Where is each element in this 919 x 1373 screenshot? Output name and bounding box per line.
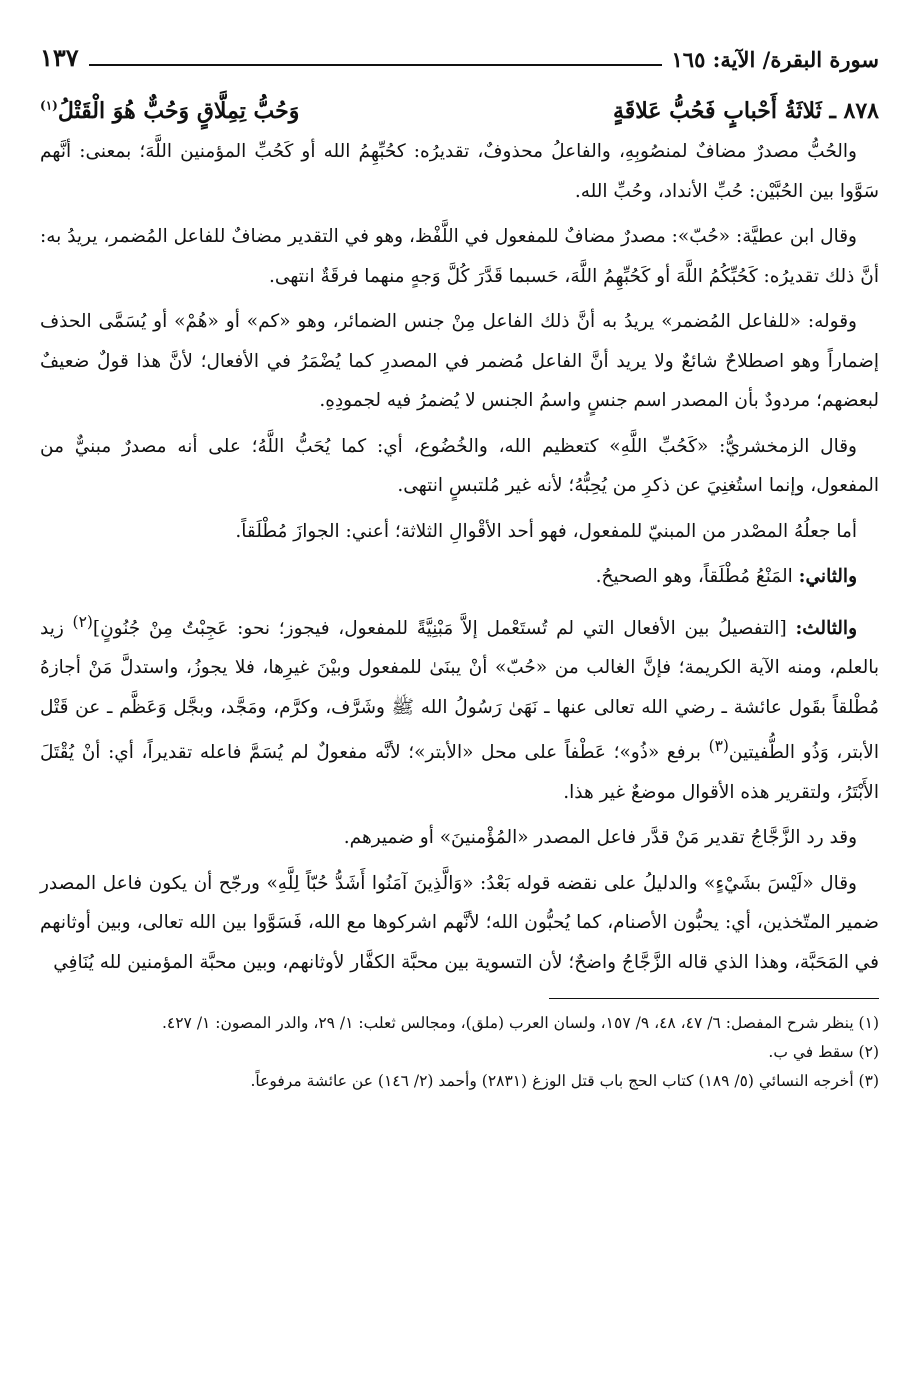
poetry-verse <box>40 98 879 124</box>
paragraph: وقال ابن عطيَّة: «حُبّ»: مصدرٌ مضافٌ للمفعول في اللَّفْظ، وهو في التقدير مضافٌ للفاعل المُضمر، يريدُ به: أنَّ ذلك تقديرُه: كَحُبِّكُمُ اللَّهَ أو كَحُبِّهِمُ اللَّهَ، حَسبما قَدَّرَ كُلَّ وَجهٍ منهما فرقَةٌ انتهى. <box>40 226 879 287</box>
paragraph: أما جعلُهُ المصْدر من المبنيّ للمفعول، فهو أحد الأقْوالِ الثلاثة؛ أعني: الجوازَ مُطْلَقاً. <box>235 520 857 542</box>
third-text: [التفصيلُ بين الأفعال التي لم تُستَعْمل إلاَّ مَبْنِيَّةً للمفعول، فيجوز؛ نحو: عَجِبْتُ مِنْ جُنُونٍ] <box>92 617 787 639</box>
paragraph-third-opinion <box>40 603 879 813</box>
third-text-3: برفع «ذُو»؛ عَطْفاً على محل «الأبتر»؛ لأنَّه مفعولٌ لم يُسَمَّ فاعله تقديراً، أي: أنْ يُقْتَلَ الأَبْتَرُ، ولتقرير هذه الأقوال موضعٌ غير هذا. <box>40 742 879 803</box>
footnotes <box>40 1009 879 1096</box>
verse-hemistich-1 <box>613 98 879 124</box>
footnote: (٢) سقط في ب. <box>768 1043 879 1062</box>
second-text: المَنْعُ مُطْلَقاً، وهو الصحيحُ. <box>595 566 793 587</box>
footnote-mark: (٣) <box>708 737 729 756</box>
verse-hemistich-2 <box>40 98 299 124</box>
paragraph: وقال الزمخشريُّ: «كَحُبِّ اللَّهِ» كتعظيم الله، والخُضُوع، أي: كما يُحَبُّ اللَّهُ؛ على أنه مصدرٌ مبنيٌّ من المفعول، وإنما استُغنِيَ عن ذكرِ من يُحِبُّهُ؛ لأنه غير مُلتبسٍ انتهى. <box>40 435 879 496</box>
footnote-mark: (١) <box>40 98 58 113</box>
verse-hemistich-1-text: ٨٧٨ ـ ثَلاثَةُ أَحْبابٍ فَحُبُّ عَلاقَةٍ <box>612 98 879 124</box>
footnote-mark: (٢) <box>72 612 93 631</box>
paragraph: وقال «لَيْسَ بشَيْءٍ» والدليلُ على نقضه قوله بَعْدُ: «وَالَّذِينَ آمَنُوا أَشَدُّ حُبّاً لِلَّهِ» ورجّح أن يكون فاعل المصدر ضمير المتّخذين، أي: يحبُّون الأصنام، كما يُحبُّون الله؛ لأنَّهم اشركوها مع الله، فَسَوَّوا بين الله تعالى، وبين أوثانهم في المَحَبَّة، وهذا الذي قاله الزَّجَّاجُ واضحٌ؛ لأن التسوية بين محبَّة الكفَّار لأوثانهم، وبين محبَّة المؤمنين لله يُنَافِي <box>40 872 879 973</box>
third-label: والثالث: <box>795 617 857 639</box>
verse-hemistich-2-text: وَحُبُّ تِمِلَّاقٍ وَحُبٌّ هُوَ الْقَتْلُ <box>57 98 300 124</box>
footnote: (١) ينظر شرح المفصل: ٦/ ٤٧، ٤٨، ٩/ ١٥٧، ولسان العرب (ملق)، ومجالس ثعلب: ١/ ٢٩، والدر المصون: ١/ ٤٢٧. <box>161 1014 879 1033</box>
paragraph: وقد رد الزَّجَّاجُ تقدير مَنْ قدَّر فاعل المصدر «المُؤْمنينَ» أو ضميرهم. <box>343 827 857 849</box>
page <box>40 30 879 1350</box>
footnote: (٣) أخرجه النسائي (٥/ ١٨٩) كتاب الحج باب قتل الوزغ (٢٨٣١) وأحمد (٢/ ١٤٦) عن عائشة مرفوعاً. <box>250 1072 879 1091</box>
chapter-title: سورة البقرة/ الآية: ١٦٥ <box>671 47 879 72</box>
second-label: والثاني: <box>798 566 857 587</box>
paragraph: وقوله: «للفاعل المُضمر» يريدُ به أنَّ ذلك الفاعل مِنْ جنس الضمائر، وهو «كم» أو «هُمْ» أو يُسَمَّى الحذف إضماراً وهو اصطلاحٌ شائعٌ ولا يريد أنَّ الفاعل مُضمر في المصدرِ كما يُضْمَرُ في الأفعال؛ لأنَّ هذا قولٌ ضعيفٌ لبعضهم؛ مردودٌ بأن المصدر اسم جنسٍ واسمُ الجنس لا يُضمرُ فيه لجمودِهِ. <box>40 311 879 411</box>
page-number: ١٣٧ <box>40 43 79 72</box>
page-header <box>40 30 879 72</box>
paragraph-second-opinion <box>40 557 879 597</box>
body-text <box>40 132 879 982</box>
footnote-separator <box>549 998 879 999</box>
third-text-2: زيد بالعلم، ومنه الآية الكريمة؛ فإنَّ الغالب من «حُبّ» أنْ يبنَىٰ للمفعول وبيْنَ غيرِها، فلا يجوزُ، واستدلَّ مَنْ أجازهُ مُطْلقاً بقَول عائشة ـ رضي الله تعالى عنها ـ نَهَىٰ رَسُولُ الله ﷺ وشَرَّف، وكرَّم، ومَجَّد، وبجَّل وَعَظَّم ـ عن قَتْل الأبتر، وَذُو الطُّفيتين <box>40 617 879 764</box>
header-rule <box>89 64 662 66</box>
paragraph: والحُبُّ مصدرٌ مضافٌ لمنصُوبِهِ، والفاعلُ محذوفٌ، تقديرُه: كحُبِّهِمُ الله أو كَحُبِّ المؤمنين اللَّهَ؛ بمعنى: أنَّهم سَوَّوا بين الحُبَّيْن: حُبِّ الأنداد، وحُبِّ الله. <box>40 141 879 202</box>
